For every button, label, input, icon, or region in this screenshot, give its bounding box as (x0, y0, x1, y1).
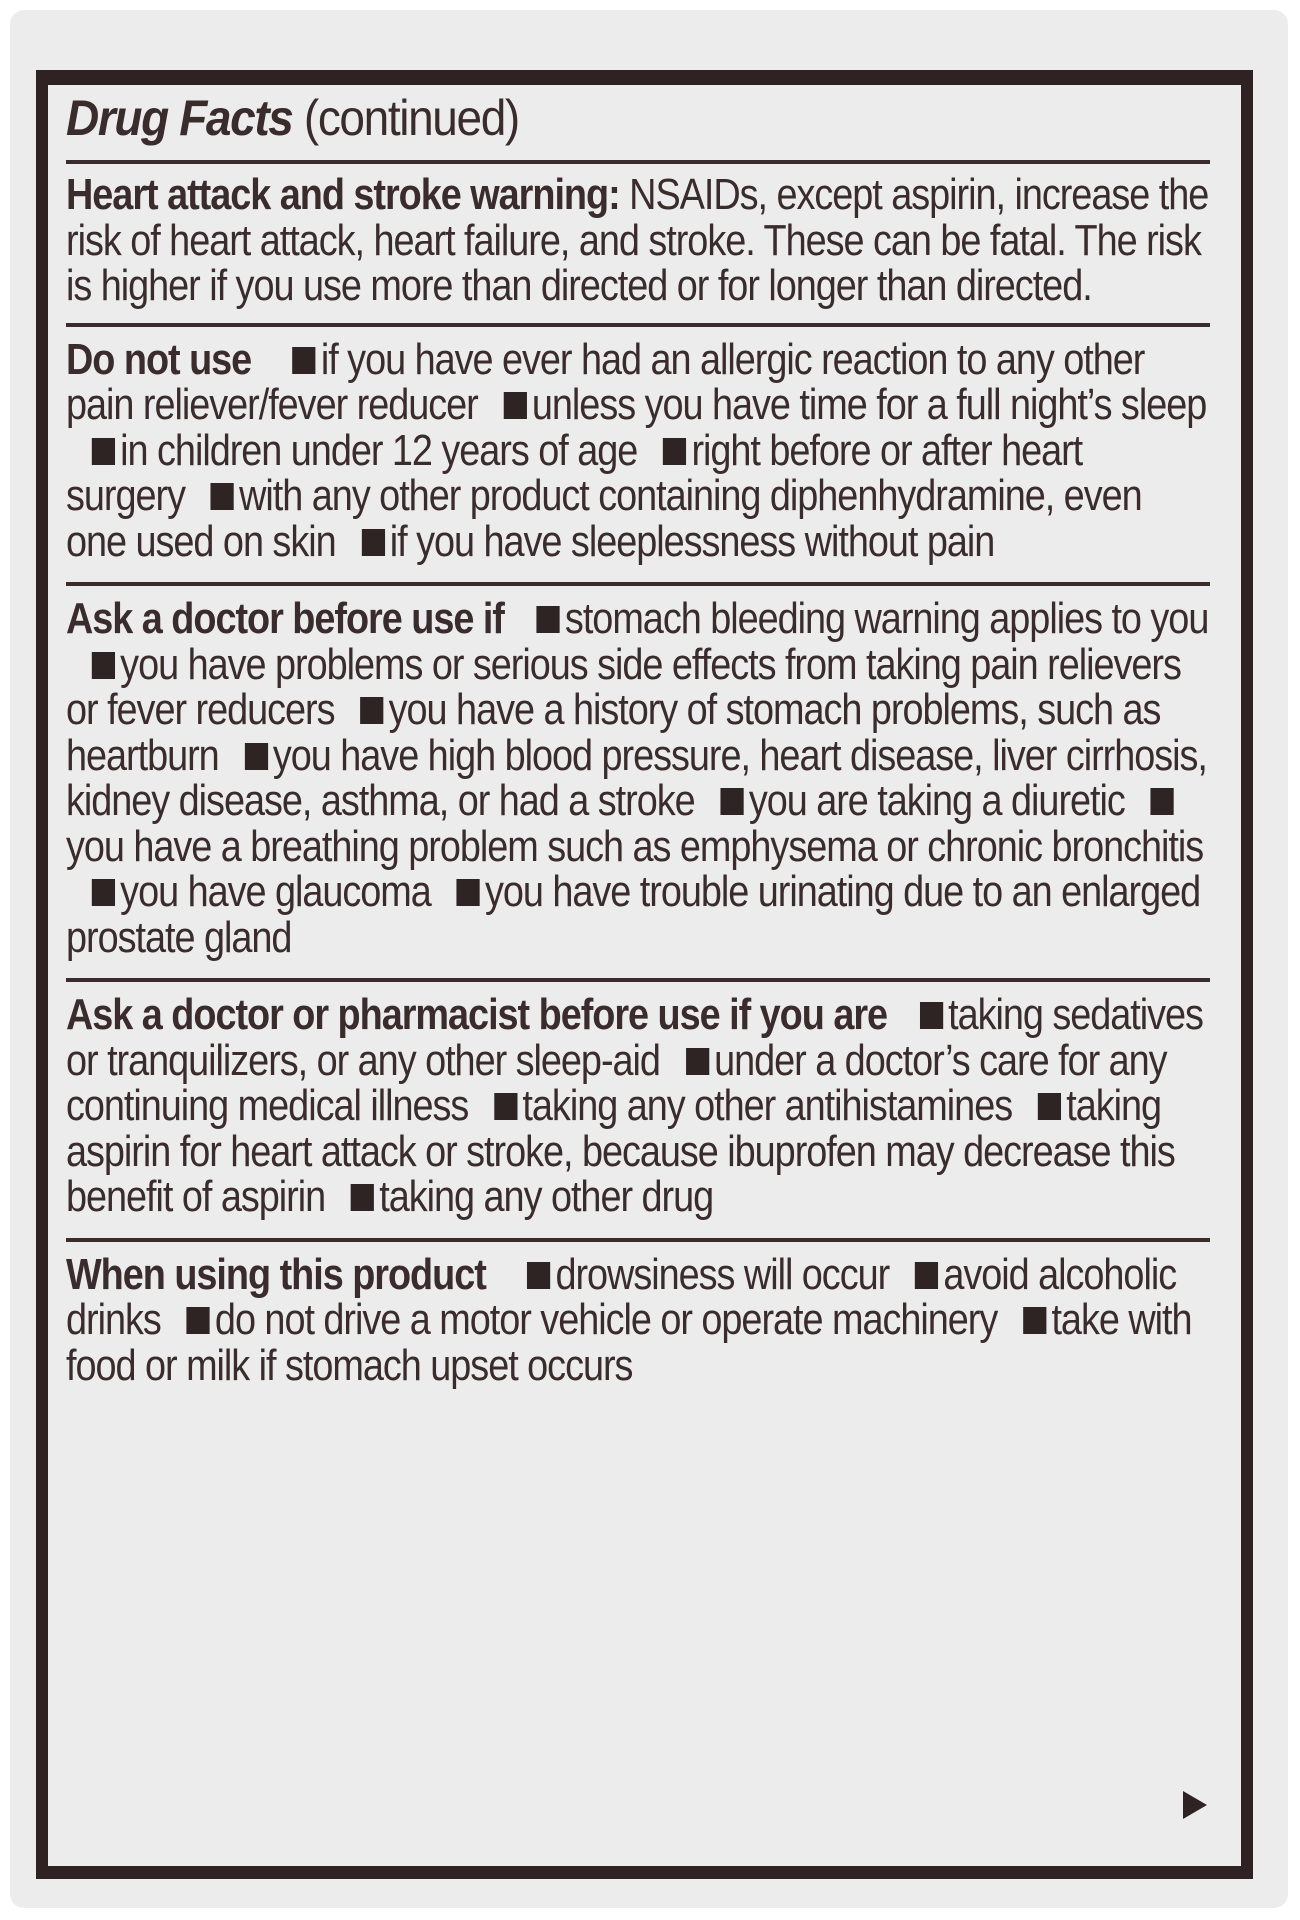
drug-facts-content (66, 72, 1214, 1402)
bullet-icon (187, 1307, 210, 1334)
list-item: stomach bleeding warning applies to you (564, 594, 1209, 643)
heart-attack-warning-section (66, 164, 1214, 323)
do-not-use-section (66, 327, 1214, 583)
section-heading: Ask a doctor before use if (66, 594, 504, 643)
list-item: you have trouble urinating due to an enlarged prostate gland (66, 867, 1201, 962)
list-item: you have a history of stomach problems, such as heartburn (66, 685, 1161, 780)
bullet-icon (92, 879, 115, 906)
section-text: NSAIDs, except aspirin, increase the risk of heart attack, heart failure, and stroke. These can be fatal. The risk is higher if you use more than directed or for longer than directed. (66, 170, 1209, 310)
list-item: under a doctor’s care for any continuing medical illness (66, 1035, 1167, 1130)
bullet-icon (1023, 1307, 1046, 1334)
section-heading: Heart attack and stroke warning: (66, 170, 620, 219)
list-item: with any other product containing diphenhydramine, even one used on skin (66, 471, 1142, 566)
list-item: you have a breathing problem such as emphysema or chronic bronchitis (66, 821, 1204, 871)
bullet-icon (245, 743, 268, 770)
list-item: you have problems or serious side effects from taking pain relievers or fever reducers (66, 639, 1181, 734)
list-item: unless you have time for a full night’s sleep (531, 380, 1207, 429)
bullet-icon (360, 697, 383, 724)
list-item: in children under 12 years of age (120, 425, 638, 475)
bullet-icon (1038, 1093, 1061, 1120)
list-item: drowsiness will occur (555, 1249, 890, 1299)
bullet-icon (457, 879, 480, 906)
bullet-icon (720, 788, 743, 815)
list-item: you have glaucoma (120, 867, 431, 916)
list-item: you are taking a diuretic (748, 776, 1125, 825)
when-using-section (66, 1242, 1214, 1403)
bullet-icon (504, 392, 527, 419)
bullet-icon (915, 1262, 938, 1289)
bullet-icon (686, 1048, 709, 1075)
list-item: taking sedatives or tranquilizers, or any other sleep-aid (66, 990, 1203, 1085)
bullet-icon (292, 347, 315, 374)
bullet-icon (663, 438, 686, 465)
list-item: taking any other drug (379, 1172, 714, 1221)
list-item: do not drive a motor vehicle or operate machinery (214, 1295, 998, 1344)
bullet-icon (211, 483, 234, 510)
list-item: right before or after heart surgery (66, 425, 1083, 520)
list-item: avoid alcoholic drinks (66, 1249, 1177, 1344)
bullet-icon (1151, 788, 1174, 815)
bullet-icon (527, 1262, 550, 1289)
bullet-icon (92, 652, 115, 679)
bullet-icon (920, 1002, 943, 1029)
section-heading: Ask a doctor or pharmacist before use if you are (66, 990, 888, 1039)
bullet-icon (361, 529, 384, 556)
list-item: taking any other antihistamines (522, 1081, 1013, 1130)
list-item: if you have ever had an allergic reaction to any other pain reliever/fever reducer (66, 334, 1145, 429)
drug-facts-title (66, 72, 1122, 160)
list-item: if you have sleeplessness without pain (389, 516, 995, 566)
section-heading: Do not use (66, 334, 252, 384)
list-item: you have high blood pressure, heart disease, liver cirrhosis, kidney disease, asthma, or had a stroke (66, 730, 1207, 825)
title-rest: (continued) (292, 90, 519, 146)
bullet-icon (92, 438, 115, 465)
title-emphasis: Drug Facts (66, 90, 293, 146)
bullet-icon (537, 606, 560, 633)
continue-arrow-icon (1183, 1791, 1207, 1819)
ask-doctor-pharmacist-section (66, 982, 1214, 1238)
bullet-icon (494, 1093, 517, 1120)
bullet-icon (351, 1184, 374, 1211)
list-item: take with food or milk if stomach upset occurs (66, 1295, 1192, 1390)
list-item: taking aspirin for heart attack or stroke, because ibuprofen may decrease this benefit of aspirin (66, 1081, 1175, 1221)
ask-doctor-section (66, 586, 1214, 978)
section-heading: When using this product (66, 1249, 486, 1299)
